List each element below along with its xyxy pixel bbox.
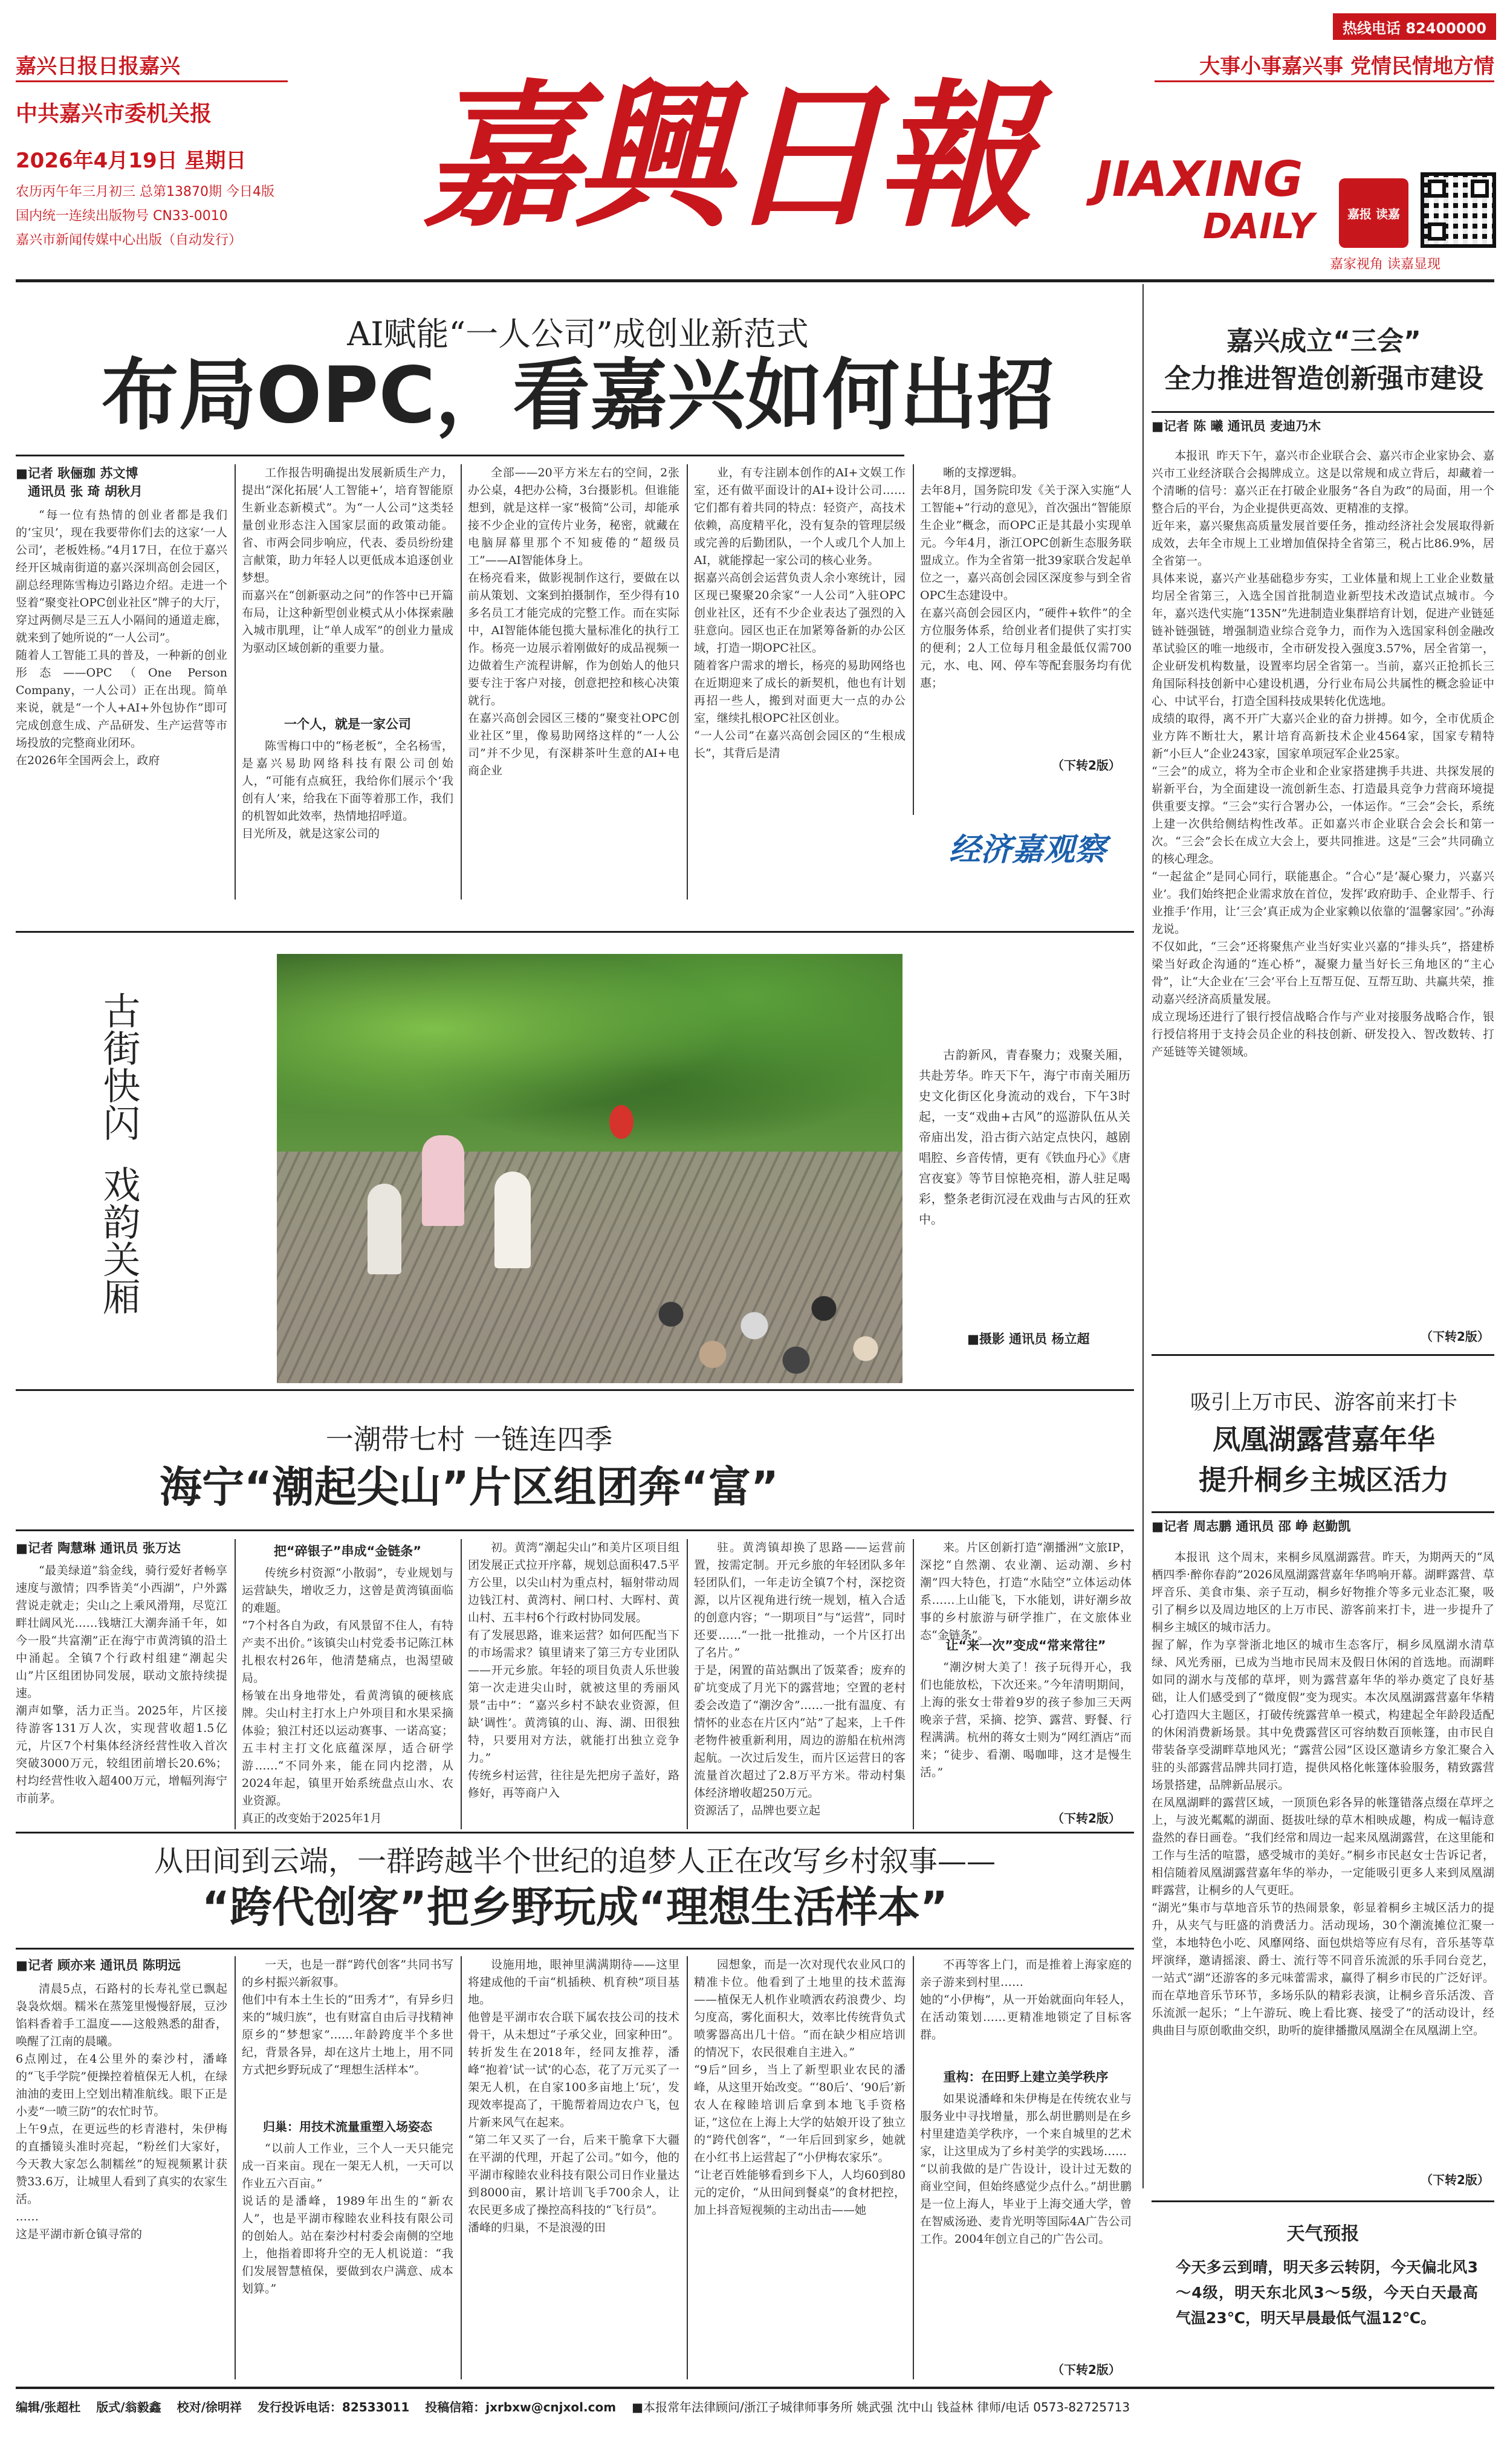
footer-editor: 编辑/张超杜 — [16, 2400, 81, 2414]
issue-info-1: 农历丙午年三月初三 总第13870期 今日4版 — [16, 184, 274, 199]
story3-col-3: 设施用地，眼神里满满期待——这里将建成他的千亩“机插秧、机育秧”项目基地。 他曾是平湖市农合联下属农技公司的技术骨干，从未想过“子承父业，回家种田”。转折发生在2018年，经同友推荐，潘峰“抱着‘试一试’的心态，花了万元买了一架无人机，在自家100多亩地上‘玩’，发现效率提高了，干脆帮着周边农户飞，包片新来风气在起来。 “第二年又买了一台，后来干脆拿下大疆在平湖的代理，开起了公司。”如今，他的平湖市稼睦农业科技有限公司日作业量达到8000亩，累计培训飞手700余人，让农民更多成了操控高科技的“飞行员”。 潘峰的归巢，不是浪漫的田 — [468, 1958, 679, 2234]
right2-rule — [1152, 1511, 1494, 1513]
main-col-4: 业，有专注剧本创作的AI+文娱工作室，还有做平面设计的AI+设计公司……它们都有着共同的特点：轻资产，高技术依赖，高度精平化，没有复杂的管理层级或完善的后勤团队，一个人或几个人加上AI，就能撑起一家公司的核心业务。 据嘉兴高创会运营负责人余小寒统计，园区现已聚聚20余家“一人公司”入驻OPC创业社区，还有不少企业表达了强烈的入驻意向。园区也正在加紧筹备新的办公区域，打造一期OPC社区。 随着客户需求的增长，杨亮的易助网络也在近期迎来了成长的新契机，他也有计划再招一些人，搬到对面更大一点的办公室，继续扎根OPC社区创业。 “一人公司”在嘉兴高创会园区的“生根成长”，其背后是清 — [694, 466, 906, 760]
right2-body: 本报讯 这个周末，来桐乡凤凰湖露营。昨天，为期两天的“凤栖四季·醉你春韵”2026凤凰湖露营嘉年华鸣响开幕。湖畔露营、草坪音乐、美食市集、亲子互动，桐乡好物推介等多元业态汇聚，吸引了桐乡以及周边地区的上万市民、游客前来打卡，进一步提升了桐乡主城区的城市活力。 握了解，作为享誉浙北地区的城市生态客厅，桐乡凤凰湖水清草绿、风光秀丽，已成为当地市民周末及假日休闲的首选地。而湖畔如同的湖水与茂郁的草坪，则为露营嘉年华的举办奠定了良好基础，让人们感受到了“微度假”变为现实。本次凤凰湖露营嘉年华精心打造四大主题区，打破传统露营单一模式，构建起全年龄段适配的休闲消费新场景。其中免费露营区可容纳数百顶帐篷，由市民自带装备享受湖畔草地风光；“露营公园”区设区邀请乡方象汇聚合入驻的头部露营品牌共同打造，提供风格化帐篷体验服务，精致露营场景搭建，品牌新品展示。 在凤凰湖畔的露营区域，一顶顶色彩各异的帐篷错落点缀在草坪之上，与波光粼粼的湖面、挺拔吐绿的草木相映成趣，构成一幅诗意盎然的春日画卷。“我们经常和周边一起来凤凰湖露营，在这里能和工作与生活的喧嚣，感受城市的美好。”桐乡市民赵女士告诉记者，相信随着凤凰湖露营嘉年华的举办，一定能吸引更多人来到凤凰湖畔露营，让桐乡的人气更旺。 “湖光”集市与草地音乐节的热闹景象，彰显着桐乡主城区活力的提升，从夹气与旺盛的消费活力。活动现场，30个潮流摊位汇聚一堂，本地特色小吃、风靡网络、面包烘焙等应有尽有，音乐基等草坪演绎，邀请摇滚、爵士、流行等不同音乐流派的乐手同台竞艺，一站式“湖”还游客的多元味蕾需求，赢得了桐乡市民的广泛好评。而在草地音乐节环节，多场乐队的精彩表演，让桐乡音乐活泼、音乐流派一起乐；“上午游玩、晚上看比赛、接受了”的活动设计，经典曲目与原创歌曲交织，助听的旋律播撒凤凰湖全在凤凰湖上空。 — [1152, 1551, 1494, 2037]
story3-divider-1 — [235, 1956, 236, 2379]
photo-top-rule — [16, 931, 1134, 933]
story3-col-5-subhead: 重构：在田野上建立美学秩序 — [943, 2070, 1109, 2084]
hotline-bar — [1333, 13, 1496, 40]
story2-col-5b: “潮汐树大美了！孩子玩得开心，我们也能放松，下次还来。”今年清明期间，上海的张女士带着9岁的孩子参加三天两晚亲子营，采摘、挖笋、露营、野餐、行程满满。杭州的蒋女士则为“网红酒店”而来；“徒步、看潮、喝咖啡，这才是慢生活。” — [920, 1661, 1132, 1779]
issue-info-2: 国内统一连续出版物号 CN33-0010 — [16, 209, 228, 224]
hotline-text: 热线电话 82400000 — [1343, 19, 1486, 37]
footer-email: 投稿信箱：jxrbxw@cnjxol.com — [425, 2400, 617, 2414]
main-col-5: 晰的支撑逻辑。 去年8月，国务院印发《关于深入实施“人工智能+”行动的意见》，首次强出“智能原生企业”概念，而OPC正是其最小实现单元。今年4月，浙江OPC创新生态服务联盟成立。作为全省第一批39家联合发起单位之一，嘉兴高创会园区深度参与到全省OPC生态建设中。 在嘉兴高创会园区内，“硬件+软件”的全方位服务体系，给创业者们提供了实打实的便利；2人工位每月租金最低仅需700元，水、电、网、停车等配套服务均有优惠； — [920, 466, 1132, 690]
english-name-1: JIAXING — [1094, 151, 1303, 207]
photo-bottom-rule — [16, 1389, 1134, 1391]
story2-divider-2 — [461, 1539, 462, 1829]
main-credit-1: ■记者 耿俪珈 苏文博 — [16, 466, 138, 481]
right2-credit: ■记者 周志鹏 通讯员 邵 峥 赵勤凯 — [1152, 1519, 1351, 1534]
weather-title: 天气预报 — [1286, 2223, 1359, 2245]
issue-date: 2026年4月19日 星期日 — [16, 149, 247, 173]
story2-jump: （下转2版） — [1052, 1811, 1121, 1826]
party-organ: 中共嘉兴市委机关报 — [16, 102, 212, 126]
weather-box — [1152, 2213, 1494, 2376]
weather-top-rule — [1152, 2200, 1494, 2202]
right1-rule — [1152, 411, 1494, 413]
main-col-1: “每一位有热情的创业者都是我们的‘宝贝’，现在我要带你们去的这家‘一人公司’，老板姓杨。”4月17日，在位于嘉兴经开区城南街道的嘉兴深圳高创会园区，副总经理陈雪梅边引路边介绍。走进一个竖着“聚变社OPC创业社区”牌子的大厅，穿过两侧尽是三五人小隔间的通道走廊，就来到了她所说的“一人公司”。 随着人工智能工具的普及，一种新的创业形态——OPC（One Person Company，一人公司）正在出现。简单来说，就是“一个人+AI+外包协作”即可完成创意生成、产品研发、生产运营等市场投放的完整商业闭环。 在2026年全国两会上，政府 — [16, 508, 227, 767]
main-col-3: 全部——20平方米左右的空间，2张办公桌，4把办公椅，3台摄影机。但谁能想到，就是这样一家“极简”公司，却能承接不少企业的宣传片业务，秘密，就藏在电脑屏幕里那个不知疲倦的“超级员工”——AI智能体身上。 在杨亮看来，做影视制作这行，要做在以前从策划、文案到拍摄制作，至少得有10多名员工才能完成的完整工作。而在实际中，AI智能体能包揽大量标准化的执行工作。杨亮一边展示着刚做好的成品视频一边做着生产流程讲解，作为创始人的他只要专注于客户对接，创意把控和核心决策就行。 在嘉兴高创会园区三楼的“聚变社OPC创业社区”里，像易助网络这样的“一人公司”并不少见，有深耕茶叶生意的AI+电商企业 — [468, 466, 679, 777]
english-name-2: DAILY — [1203, 206, 1315, 247]
slogan-rule-left — [16, 80, 288, 82]
story2-col-2-subhead: 把“碎银子”串成“金链条” — [273, 1544, 422, 1558]
photo-title-text: 古街快闪 戏韵关厢 — [97, 991, 141, 1315]
story3-headline: “跨代创客”把乡野玩成“理想生活样本” — [201, 1882, 948, 1932]
right1-title-1: 嘉兴成立“三会” — [1226, 326, 1421, 357]
opera-photo — [277, 954, 902, 1383]
photo-caption: 古韵新风，青春聚力；戏聚关厢，共赴芳华。昨天下午，海宁市南关厢历史文化街区化身流动的戏台，下午3时起，一支“戏曲+古风”的巡游队伍从关帝庙出发，沿古街六站定点快闪，越剧唱腔、乡音传情，更有《铁血丹心》《唐宫夜宴》等节目惊艳亮相，游人驻足喝彩，整条老街沉浸在戏曲与古风的狂欢中。 — [919, 1048, 1130, 1227]
footer-issue-phone: 发行投诉电话：82533011 — [257, 2400, 410, 2414]
footer-layout: 版式/翁毅鑫 — [96, 2400, 161, 2414]
story3-kicker: 从田间到云端，一群跨越半个世纪的追梦人正在改写乡村叙事—— — [154, 1844, 996, 1878]
story3-col-1: 清晨5点，石路村的长寿礼堂已飘起袅袅炊烟。糯米在蒸笼里慢慢舒展，豆沙馅料香着手工温度——这般熟悉的甜香，唤醒了江南的晨曦。 6点刚过，在4公里外的秦沙村，潘峰的“飞手学院”便操控着植保无人机，在绿油油的麦田上空划出精准航线。眼下正是小麦“一喷三防”的农忙时节。 上午9点，在更远些的杉青港村，朱伊梅的直播镜头准时亮起，“粉丝们大家好，今天教大家怎么制糯丝”的短视频累计获赞33.6万，让城里人看到了真实的农家生活。 …… 这是平湖市新仓镇寻常的 — [16, 1982, 227, 2241]
story2-credit: ■记者 陶慧琳 通讯员 张万达 — [16, 1541, 181, 1555]
right1-bottom-rule — [1152, 1354, 1494, 1356]
footer-proof: 校对/徐明祥 — [177, 2400, 242, 2414]
main-divider-1 — [235, 464, 236, 900]
story3-divider-2 — [461, 1956, 462, 2379]
weather-text: 今天多云到晴，明天多云转阴，今天偏北风3～4级，明天东北风3～5级，今天白天最高气温23℃，明天早晨最低气温12℃。 — [1176, 2258, 1478, 2327]
story3-rule — [16, 1948, 1134, 1950]
story3-col-2b: “以前人工作业，三个人一天只能完成一百来亩。现在一架无人机，一天可以作业五六百亩。” 说话的是潘峰，1989年出生的“新农人”，也是平湖市稼睦农业科技有限公司的创始人。站在秦沙村村委会南侧的空地上，他指着即将升空的无人机说道：“我们发展智慧植保，要做到农户满意、成本划算。” — [242, 2142, 453, 2295]
story3-jump: （下转2版） — [1052, 2362, 1121, 2377]
story2-divider-4 — [913, 1539, 914, 1829]
story3-credit: ■记者 顾亦来 通讯员 陈明远 — [16, 1958, 181, 1973]
footer-line — [16, 2398, 1494, 2422]
right2-kicker: 吸引上万市民、游客前来打卡 — [1190, 1390, 1457, 1415]
story3-col-5: 不再等客上门，而是推着上海家庭的亲子游来到村里…… 她的“小伊梅”，从一开始就面向年轻人，在活动策划……更精准地锁定了目标客群。 — [920, 1958, 1132, 2041]
main-divider-3 — [687, 464, 688, 900]
right2-title-2: 提升桐乡主城区活力 — [1199, 1464, 1449, 1496]
right1-jump: （下转2版） — [1421, 1329, 1489, 1344]
story2-divider-1 — [235, 1539, 236, 1829]
footer-legal: ■本报常年法律顾问/浙江子城律师事务所 姚武强 沈中山 钱益林 律师/电话 0573-82725713 — [632, 2400, 1130, 2414]
story3-col-4: 园想象，而是一次对现代农业风口的精准卡位。他看到了土地里的技术蓝海——植保无人机作业喷洒农药浪费少、均匀度高，雾化面积大，效率比传统背负式喷雾器高出几十倍。“而在缺少相应培训的情况下，农民很难自主进入。” “9后”回乡，当上了新型职业农民的潘峰，从这里开始改变。“‘80后’、‘90后’新农人在稼睦培训后拿到本地飞手资格证，”这位在上海上大学的姑娘开设了独立的“跨代创客”，“一年后回到家乡，她就在小红书上运营起了“小伊梅农家乐”。 “让老百姓能够看到乡下人，人均60到80元的定价，“从田间到餐桌”的食材把控，加上抖音短视频的主动出击——她 — [694, 1958, 906, 2217]
app-logo-text: 嘉报 读嘉 — [1347, 207, 1400, 221]
header-rule — [16, 279, 1494, 282]
right2-title-1: 凤凰湖露营嘉年华 — [1213, 1423, 1435, 1456]
qr-caption: 嘉家视角 读嘉显现 — [1330, 257, 1440, 272]
main-title-rule — [16, 455, 904, 456]
masthead-area — [0, 0, 1510, 278]
main-kicker: AI赋能“一人公司”成创业新范式 — [347, 315, 809, 353]
story2-rule — [16, 1529, 1134, 1531]
story3-col-2-subhead: 归巢：用技术流量重塑入场姿态 — [263, 2119, 432, 2134]
story3-divider-3 — [687, 1956, 688, 2379]
photo-credit: ■摄影 通讯员 杨立超 — [967, 1332, 1090, 1346]
qr-code — [1421, 172, 1496, 248]
app-logo-box — [1339, 178, 1408, 248]
main-divider-2 — [461, 464, 462, 900]
story2-col-2: 传统乡村资源“小散弱”，专业规划与运营缺失，增收乏力，这曾是黄湾镇面临的难题。 “7个村各自为政，有风景留不住人，有特产卖不出价。”该镇尖山村党委书记陈江林扎根农村26年，他清楚痛点，也渴望破局。 杨皱在出身地带处，看黄湾镇的硬核底牌。尖山村主打水上户外项目和水果采摘体验；狼江村还以运动赛事、一诺高宴；五丰村主打文化底蕴深厚，适合研学游……“不同外来，能在同内挖潜，从2024年起，镇里开始系统盘点山水、农业资源。 真正的改变始于2025年1月 — [242, 1566, 453, 1825]
slogan-right: 大事小事嘉兴事 党情民情地方情 — [1199, 54, 1494, 79]
story3-divider-4 — [913, 1956, 914, 2379]
right1-body: 本报讯 昨天下午，嘉兴市企业联合会、嘉兴市企业家协会、嘉兴市工业经济联合会揭牌成立。这是以常规和成立背后，却藏着一个清晰的信号：嘉兴正在打破企业服务“各自为政”的局面，用一个整合后的平台，为企业提供更高效、更精准的支撑。 近年来，嘉兴聚焦高质量发展首要任务，推动经济社会发展取得新成效，去年全市规上工业增加值保持全省第三，税占比86.9%，居全省第一。 具体来说，嘉兴产业基础稳步夯实，工业体量和规上工业企业数量均居全省第三，入选全国首批制造业新型技术改造试点城市。今年，嘉兴迭代实施“135N”先进制造业集群培育计划，促进产业链延链补链强链，增强制造业综合竞争力，而作为入选国家科创金融改革试验区的唯一地级市，全市研发投入强度3.57%，居全省第一，企业研发机构数量，设置率均居全省第一。当前，嘉兴正抢抓长三角国际科技创新中心建设机遇，分行业布局公共属性的概念验证中心、中试平台，打造全国科技成果转化优选地。 成绩的取得，离不开广大嘉兴企业的奋力拼搏。如今，全市优质企业方阵不断壮大，累计培育高新技术企业4564家，国家专精特新“小巨人”企业243家，国家单项冠军企业25家。 “三会”的成立，将为全市企业和企业家搭建携手共进、共探发展的崭新平台，为全面建设一流创新生态、打造最具竞争力营商环境提供重要支撑。“三会”实行合署办公，一体运作。“三会”会长，系统上建一次供给侧结构性改革。正如嘉兴市企业联合会会长和第一次。“三会”会长在成立大会上，要共同推进。这是“三会”共同确立的核心理念。 “一起盆企”是同心同行，联能惠企。“合心”是‘凝心聚力，兴嘉兴业’。我们始终把企业需求放在首位，发挥‘政府助手、企业帮手、行业推手’作用，让‘三会’真正成为企业家赖以依靠的‘温馨家园’。”孙海龙说。 不仅如此，“三会”还将聚焦产业当好实业兴嘉的“排头兵”，搭建桥梁当好政企沟通的“连心桥”，凝聚力量当好长三角地区的“主心骨”，让“大企业在‘三会’平台上互帮互促、互帮互助、共赢共荣，推动嘉兴经济高质量发展。 成立现场还进行了银行授信战略合作与产业对接服务战略合作，银行授信将用于支持会员企业的科技创新、研发投入、智改数转、打产延链等关键领域。 — [1152, 449, 1494, 1059]
story2-bottom-rule — [16, 1832, 1134, 1833]
story2-headline: 海宁“潮起尖山”片区组团奔“富” — [159, 1462, 779, 1512]
story2-col-5: 来。片区创新打造“潮播洲”文旅IP，深挖“自然潮、农业潮、运动潮、乡村潮”四大特色，打造“水陆空”立体运动体系……上山能飞，下水能划，讲好潮乡故事的乡村旅游与研学推广，在文旅体业态“金链条”。 — [920, 1541, 1132, 1642]
issue-info-3: 嘉兴市新闻传媒中心出版（自动发行） — [16, 233, 242, 248]
masthead-logo: 嘉興日報 — [423, 65, 1028, 249]
photo-title — [91, 991, 169, 1318]
slogan-left: 嘉兴日报日报嘉兴 — [16, 54, 180, 79]
main-col-2: 工作报告明确提出发展新质生产力，提出“深化拓展‘人工智能+’，培育智能原生新业态新模式”。为“一人公司”这类轻量创业形态注入国家层面的政策动能。省、市两会同步响应，代表、委员纷纷建言献策，助力年轻人以更低成本追逐创业梦想。 而嘉兴在“创新驱动之问”的作答中已开篇布局，让这种新型创业模式从小体探索融入城市肌理，让“单人成军”的创业力量成为驱动区域创新的重要力量。 — [242, 466, 453, 655]
main-col-2-subhead: 一个人，就是一家公司 — [284, 717, 411, 731]
main-jump: （下转2版） — [1052, 758, 1121, 773]
story2-col-4: 驻。黄湾镇却换了思路——运营前置，按需定制。开元乡旅的年轻团队多年轻团队们，一年走访全镇7个村，深挖资源，以片区视角进行统一规划，植入合适的创意内容；“一期项目”与“运营”，同时还要……“一批一批推动，一个片区打出了名片。” 于是，闲置的苗站飘出了饭菜香；废弃的矿坑变成了月光下的露营地；空置的老村委会改造了“潮汐舍”……一批有温度、有情怀的业态在片区内“站”了起来，上千件老物件被重新利用，周边的游船在杭州湾起航。一次过后发生，而片区运营日的客流量首次超过了2.8万平方米。带动村集体经济增收超250万元。 资源活了，品牌也要立起 — [694, 1541, 906, 1817]
economy-column-text: 经济嘉观察 — [948, 831, 1106, 868]
main-col-2b: 陈雪梅口中的“杨老板”，全名杨雪，是嘉兴易助网络科技有限公司创始人，“可能有点疯狂，我给你们展示个‘我创有人’来，给我在下面等着那工作，我们的机智如此效率，热情地招呼道。 目光所及，就是这家公司的 — [242, 739, 453, 840]
story2-kicker: 一潮带七村 一链连四季 — [325, 1423, 613, 1456]
story2-col-5-subhead: 让“来一次”变成“常来常往” — [945, 1638, 1106, 1653]
story3-col-5b: 如果说潘峰和朱伊梅是在传统农业与服务业中寻找增量，那么胡世鹏则是在乡村里建造美学秩序，一个来自城里的艺术家，让这里成为了乡村美学的实践场…… “以前我做的是广告设计，设计过无数的商业空间，但始终感觉少点什么。”胡世鹏是一位上海人，毕业于上海交通大学，曾在智威汤逊、麦肯光明等国际4A广告公司工作。2004年创立自己的广告公司。 — [920, 2092, 1132, 2246]
economy-column-logo — [922, 804, 1133, 889]
story3-col-2: 一天，也是一群“跨代创客”共同书写的乡村振兴新叙事。 他们中有本土生长的“田秀才”，有异乡归来的“城归族”，也有财富自由后寻找精神原乡的“梦想家”……年龄跨度半个多世纪，背景各异，却在这片土地上，用不同方式把乡野玩成了“理想生活样本”。 — [242, 1958, 453, 2077]
main-credit-2: 通讯员 张 琦 胡秋月 — [28, 484, 143, 499]
right1-title-2: 全力推进智造创新强市建设 — [1164, 363, 1483, 394]
story2-col-1: “最美绿道”翁金线，骑行爱好者畅享速度与激情；四季皆美“小西湖”，户外露营说走就走；尖山之上乘风滑翔，尽览江畔壮阔风光……钱塘江大潮奔涌千年，如今一股“共富潮”正在海宁市黄湾镇的沿土中涌起。全镇7个行政村组建“潮起尖山”片区组团协同发展，联动文旅持续提速。 潮声如擎，活力正当。2025年，片区接待游客131万人次，实现营收超1.5亿元，片区7个村集体经济经营性收入首次突破3000万元，较组团前增长20.6%；村均经营性收入超400万元，增幅列海宁市前茅。 — [16, 1564, 227, 1805]
footer-rule — [16, 2387, 1494, 2389]
story2-divider-3 — [687, 1539, 688, 1829]
page-column-divider — [1142, 284, 1144, 2188]
main-headline: 布局OPC，看嘉兴如何出招 — [101, 351, 1055, 441]
main-divider-4 — [913, 464, 914, 815]
slogan-rule-right — [1155, 80, 1494, 82]
right2-jump: （下转2版） — [1421, 2173, 1489, 2187]
story2-col-3: 初。黄湾“潮起尖山”和美片区项目组团发展正式拉开序幕，规划总面积47.5平方公里，以尖山村为重点村，辐射带动周边钱江村、黄湾村、闸口村、大晖村、黄山村、五丰村6个行政村协同发展。 有了发展思路，谁来运营？如何匹配当下的市场需求？镇里请来了第三方专业团队——开元乡旅。年轻的项目负责人乐世骏第一次走进尖山时，就被这里的秀丽风景“击中”：“嘉兴乡村不缺农业资源，但缺‘调性’。黄湾镇的山、海、湖、田很独特，只要用对方法，就能打出独立竞争力。” 传统乡村运营，往往是先把房子盖好，路修好，再等商户入 — [468, 1541, 679, 1800]
right1-credit: ■记者 陈 曦 通讯员 麦迪乃木 — [1152, 419, 1321, 433]
